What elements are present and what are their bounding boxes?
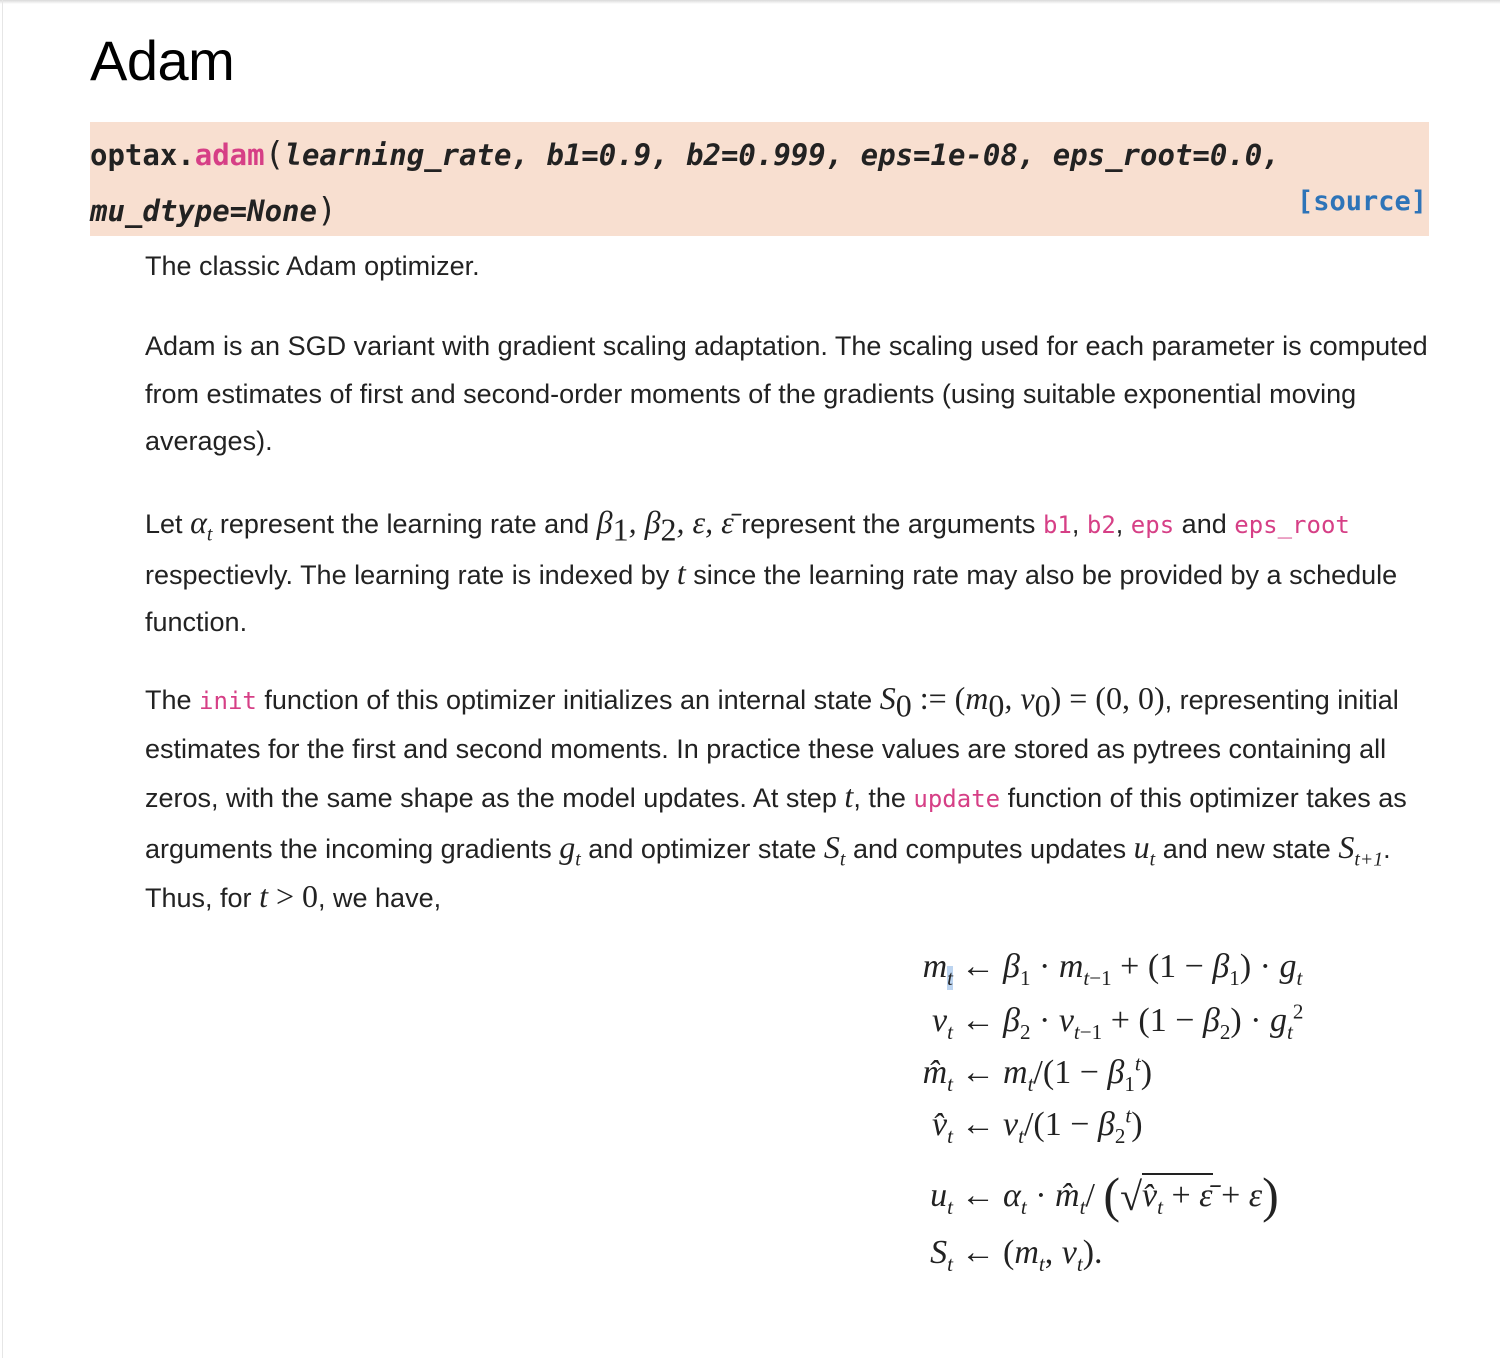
signature-args-line-2: mu_dtype=None: [90, 194, 317, 228]
equation-m-hat: $m̂_t$ ← $m_t/(1 - \beta_1^t)$: [922, 1051, 1153, 1096]
top-shadow: [0, 0, 1500, 4]
code-b1: b1: [1042, 511, 1072, 539]
code-eps: eps: [1130, 511, 1175, 539]
close-paren: ): [316, 190, 337, 229]
open-paren: (: [264, 134, 285, 173]
page-title: Adam: [90, 29, 235, 92]
signature-args-line-1: learning_rate, b1=0.9, b2=0.999, eps=1e-08, eps_root=0.0,: [284, 138, 1280, 172]
math-t: t: [676, 554, 686, 591]
code-eps-root: eps_root: [1234, 511, 1350, 539]
equation-v-t: $v_t$ ← $\beta_2 \cdot v_{t-1} + (1 - \beta_2) \cdot g_t^2$: [932, 999, 1304, 1044]
description-paragraph: Adam is an SGD variant with gradient scaling adaptation. The scaling used for each parameter is computed from estimates of first and second-order moments of the gradients (using suitable exponential moving averages).: [145, 331, 1428, 456]
arguments-paragraph: Let $\alpha_t$ represent the learning rate and $\beta_1$, $\beta_2$, ε, ε̄ represent the arguments b1, b2, eps and eps_root respectievly. The learning rate is indexed by t since the learning rate may also be provided by a schedule function.: [145, 504, 1398, 637]
signature-line-2: [90, 190, 337, 229]
math-g-t: $g_t$: [559, 828, 581, 870]
signature-line-1: [90, 134, 1280, 173]
state-paragraph: The init function of this optimizer initializes an internal state $S_0$ := ($m_0$, $v_0) = (0$, 0), representing initial estimates for the first and second moments. In practice these values are stored as pytrees containing all zeros, with the same shape as the model updates. At step t, the update function of this optimizer takes as arguments the incoming gradients $g_t$ and optimizer state $S_t$ and computes updates $u_t$ and new state $S_{t+1}$. Thus, for t > 0, we have,: [145, 680, 1407, 914]
math-initial-state: $S_0$ := ($m_0$, $v_0) = (0$, 0): [879, 680, 1165, 724]
math-t-gt-0: t > 0: [259, 878, 318, 914]
source-link[interactable]: [source]: [1296, 186, 1427, 217]
code-init: init: [199, 687, 257, 715]
math-alpha-t: $\alpha_t$: [190, 504, 213, 546]
equation-u-t: $u_t$ ← $\alpha_t$ · $m̂_t/$ ($√v̂_t$ + ε̄ + ε): [930, 1167, 1279, 1223]
math-t: t: [844, 778, 854, 814]
math-s-t-plus-1: $S_{t+1}$: [1338, 828, 1384, 870]
left-rule: [2, 0, 3, 1358]
intro-paragraph: The classic Adam optimizer.: [145, 251, 480, 281]
math-betas: $\beta_1$, $\beta_2$, ε, ε̄: [596, 504, 734, 548]
function-signature: [90, 122, 1429, 236]
signature-function-name: adam: [194, 138, 265, 172]
code-update: update: [913, 785, 1001, 813]
signature-module: optax.: [90, 138, 195, 172]
equation-s-t: $S_t$ ← ($m_t$, $v_t$).: [930, 1234, 1103, 1276]
math-s-t: $S_t$: [823, 828, 846, 870]
math-u-t: $u_t$: [1133, 828, 1156, 870]
equation-m-t: $m_t$ ← $\beta_1 \cdot m_{t-1} + (1 - \beta_1) \cdot g_t$: [922, 948, 1303, 990]
code-b2: b2: [1086, 511, 1116, 539]
equation-v-hat: $v̂_t$ ← $v_t/(1 - \beta_2^t)$: [932, 1103, 1143, 1148]
